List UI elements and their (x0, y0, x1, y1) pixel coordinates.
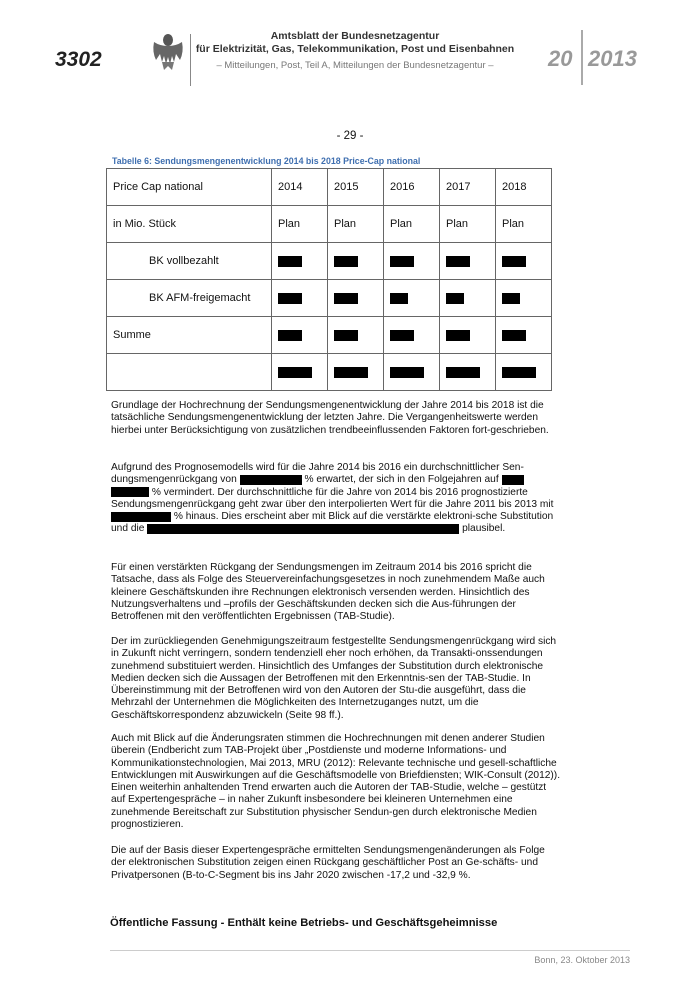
issue-number: 20 (548, 46, 573, 71)
redaction-block (502, 293, 520, 304)
redacted-cell (384, 280, 440, 317)
row-label: BK vollbezahlt (107, 243, 272, 280)
redacted-cell (272, 354, 328, 391)
redaction-block (502, 330, 526, 341)
plan-cell: Plan (384, 206, 440, 243)
redacted-cell (272, 317, 328, 354)
redaction-block (390, 256, 414, 267)
redacted-cell (384, 317, 440, 354)
paragraph-2 (111, 462, 561, 536)
table-row (107, 243, 552, 280)
table-row (107, 280, 552, 317)
redacted-cell (328, 317, 384, 354)
table-header-label: Price Cap national (107, 169, 272, 206)
paragraph-2-text-c: % vermindert. Der durchschnittliche für die Jahre von 2014 bis 2016 prognostizierte Sendungsmengenrückgang geht zwar über den interpolierten Wert für die Jahre 2011 bis 2013 mit (111, 486, 554, 510)
public-version-notice: Öffentliche Fassung - Enthält keine Betriebs- und Geschäftsgeheimnisse (110, 917, 498, 929)
redaction-block (111, 487, 149, 497)
paragraph-3: Für einen verstärkten Rückgang der Sendungsmengen im Zeitraum 2014 bis 2016 spricht die Tatsache, dass als Folge des Steuervereinfachungsgesetzes in noch zunehmendem Maße auch kleinere Geschäftskunden ihre Rechnungen elektronisch versenden werden. Hinsichtlich des Nutzungsverhaltens und –profils der Geschäftskunden decken sich die Aus-führungen der Betroffenen mit den veröffentlichten Ergebnissen (TAB-Studie). (111, 562, 545, 623)
row-label: Summe (107, 317, 272, 354)
plan-cell: Plan (272, 206, 328, 243)
redacted-cell (496, 280, 552, 317)
redacted-cell (496, 317, 552, 354)
redaction-block (502, 256, 526, 267)
row-label: BK AFM-freigemacht (107, 280, 272, 317)
redacted-cell (328, 243, 384, 280)
footer-divider (110, 950, 630, 951)
table-row (107, 317, 552, 354)
redaction-block (446, 293, 464, 304)
redacted-cell (440, 280, 496, 317)
redacted-cell (328, 280, 384, 317)
table-row (107, 354, 552, 391)
header-line-2: für Elektrizität, Gas, Telekommunikation, Post und Eisenbahnen (195, 42, 515, 55)
redaction-block (502, 475, 524, 485)
redacted-cell (496, 354, 552, 391)
paragraph-5: Auch mit Blick auf die Änderungsraten stimmen die Hochrechnungen mit denen anderer Studien überein (Endbericht zum TAB-Projekt über „Postdienste und moderne Informations- und Kommunikationstechnologien, Mai 2013, MRU (2012): Relevante technische und gesell-schaftliche Entwicklungen mit Auswirkungen auf die Geschäftsmodelle von Briefdiensten; WIK-Consult (2012)). Einen weiterhin anhaltenden Trend erwarten auch die Autoren der TAB-Studie, welche – gestützt auf Expertengespräche – in naher Zukunft insbesondere bei kleineren Unternehmen eine zunehmende Bereitschaft zur Substitution physischer Sendun-gen durch elektronische Medien prognostizieren. (111, 733, 561, 831)
year-cell: 2018 (496, 169, 552, 206)
paragraph-2-text-b: % erwartet, der sich in den Folgejahren auf (304, 474, 499, 486)
paragraph-2-text-e: plausibel. (462, 523, 506, 535)
header-subtitle: – Mitteilungen, Post, Teil A, Mitteilungen der Bundesnetzagentur – (216, 60, 494, 71)
redacted-cell (496, 243, 552, 280)
redaction-block (390, 293, 408, 304)
redaction-block (278, 367, 312, 378)
table-row (107, 206, 552, 243)
redaction-block (334, 367, 368, 378)
redaction-block (278, 293, 302, 304)
paragraph-1: Grundlage der Hochrechnung der Sendungsmengenentwicklung der Jahre 2014 bis 2018 ist die tatsächliche Sendungsmengenentwicklung der letzten Jahre. Die Vergangenheitswerte werden hierbei unter Berücksichtigung von zusätzlichen trendbeeinflussenden Faktoren fort-geschrieben. (111, 400, 549, 436)
table-header-row (107, 169, 552, 206)
paragraph-6: Die auf der Basis dieser Expertengespräche ermittelten Sendungsmengenänderungen als Folge der elektronischen Substitution zeigen einen Rückgang geschäftlicher Post an Ge-schäfts- und Privatpersonen (B-to-C-Segment bis ins Jahr 2020 zwischen -17,2 und -32,9 %. (111, 845, 545, 881)
paragraph-4: Der im zurückliegenden Genehmigungszeitraum festgestellte Sendungsmengenrückgang wird sich in Zukunft nicht verringern, sondern tendenziell eher noch erhöhen, da Transakti-onssendungen zunehmend substituiert werden. Hinsichtlich des Umfanges der Substitution durch elektronische Medien decken sich die Aussagen der Betroffenen mit den Erkenntnis-sen der TAB-Studie. In Übereinstimmung mit der Betroffenen wird von den Autoren der Stu-die ausgeführt, dass die Mehrzahl der Unternehmen die Möglichkeiten des Internetzuganges nutzt, um die Geschäftskorrespondenz abzuwickeln (Seite 98 ff.). (111, 636, 557, 721)
data-table (106, 168, 552, 391)
redaction-block (278, 330, 302, 341)
plan-cell: Plan (440, 206, 496, 243)
plan-cell: Plan (496, 206, 552, 243)
redaction-block (334, 330, 358, 341)
issue-year: 2013 (588, 46, 637, 71)
redacted-cell (384, 354, 440, 391)
redacted-cell (440, 243, 496, 280)
header-line-1: Amtsblatt der Bundesnetzagentur (270, 30, 440, 42)
redaction-block (147, 524, 459, 534)
redaction-block (446, 330, 470, 341)
footer-date: Bonn, 23. Oktober 2013 (534, 955, 630, 965)
redacted-cell (440, 354, 496, 391)
plan-cell: Plan (328, 206, 384, 243)
redacted-cell (384, 243, 440, 280)
year-cell: 2016 (384, 169, 440, 206)
year-cell: 2014 (272, 169, 328, 206)
unit-label: in Mio. Stück (107, 206, 272, 243)
paragraph-2-text-d: % hinaus. Dies erscheint aber mit Blick auf die verstärkte elektroni-sche Substitution und die (111, 511, 554, 535)
redaction-block (334, 256, 358, 267)
year-cell: 2017 (440, 169, 496, 206)
empty-cell (107, 354, 272, 391)
header-title (180, 30, 530, 55)
redaction-block (446, 367, 480, 378)
redacted-cell (272, 243, 328, 280)
redacted-cell (440, 317, 496, 354)
redaction-block (390, 330, 414, 341)
redacted-cell (272, 280, 328, 317)
redaction-block (446, 256, 470, 267)
redacted-cell (328, 354, 384, 391)
year-cell: 2015 (328, 169, 384, 206)
redaction-block (334, 293, 358, 304)
issue-divider (581, 30, 583, 85)
page-number: 3302 (55, 48, 102, 71)
redaction-block (390, 367, 424, 378)
redaction-block (240, 475, 302, 485)
redaction-block (502, 367, 536, 378)
redaction-block (278, 256, 302, 267)
redaction-block (111, 512, 171, 522)
paragraph-2-text-a: Aufgrund des Prognosemodells wird für die Jahre 2014 bis 2016 ein durchschnittlicher Sen-dungsmengenrückgang von (111, 462, 524, 486)
table-caption: Tabelle 6: Sendungsmengenentwicklung 2014 bis 2018 Price-Cap national (112, 156, 421, 166)
sub-page-number: - 29 - (336, 130, 364, 142)
